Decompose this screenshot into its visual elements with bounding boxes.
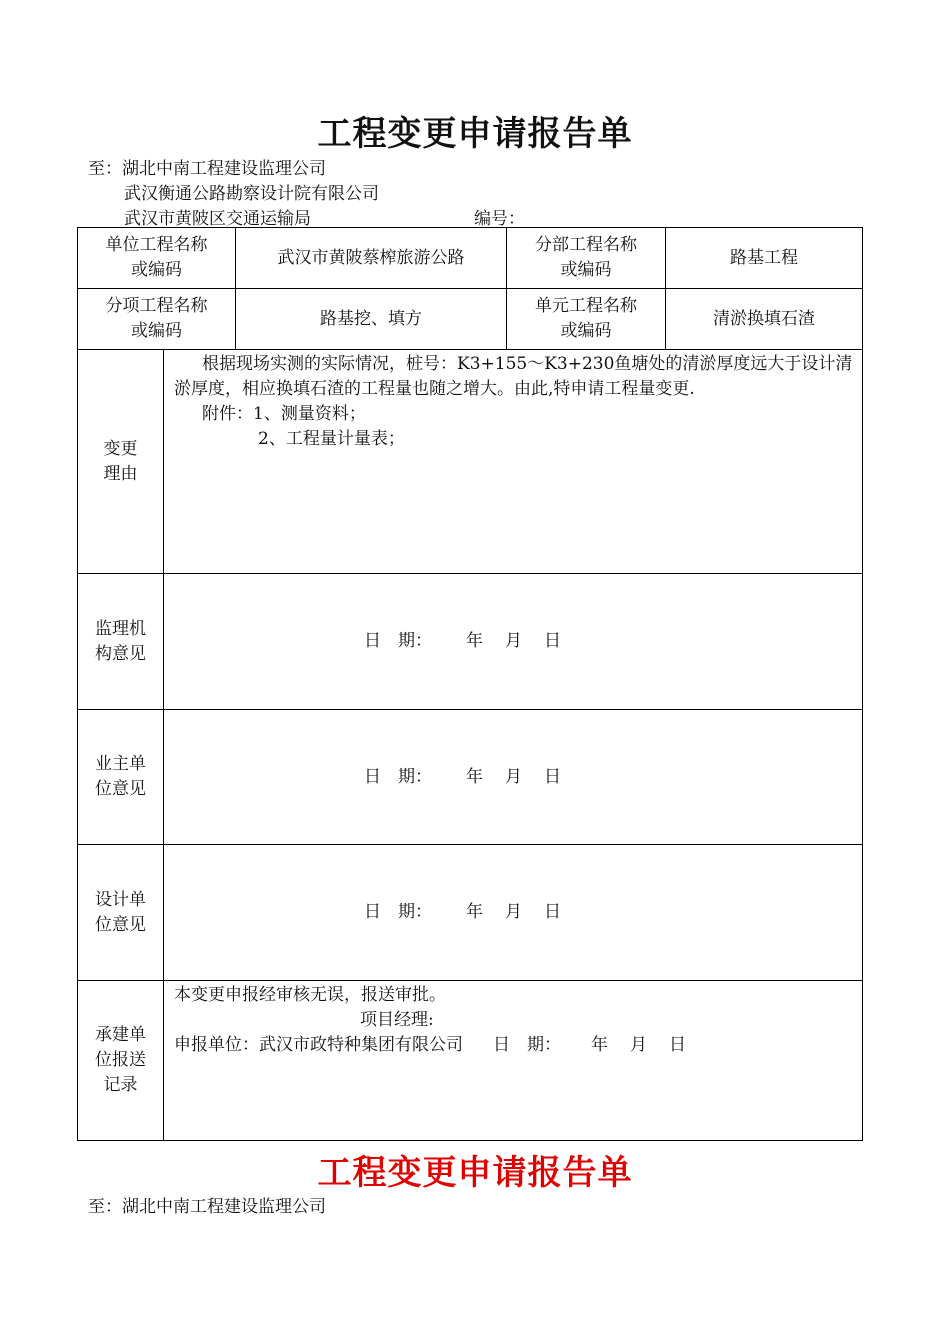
- unit-project-label: [78, 228, 236, 289]
- item-label: [78, 289, 236, 350]
- recipient-prefix: 至：: [88, 159, 122, 179]
- date-label: 日 期：: [364, 631, 432, 651]
- table-row: [78, 289, 863, 350]
- recipient-3: 武汉市黄陂区交通运输局: [124, 209, 311, 229]
- day-label: 日: [544, 902, 561, 922]
- unit-project-label-line1: 单位工程名称: [105, 235, 208, 255]
- owner-label-line2: 位意见: [95, 779, 146, 799]
- applicant-line: [174, 1033, 854, 1058]
- reason-text: 根据现场实测的实际情况，桩号：K3+155～K3+230鱼塘处的清淤厚度远大于设计清淤厚度，相应换填石渣的工程量也随之增大。由此,特申请工程量变更.: [174, 354, 853, 399]
- reason-label: [78, 350, 164, 574]
- contractor-label: [78, 981, 164, 1141]
- repeat-title: 工程变更申请报告单: [317, 1153, 633, 1193]
- day-label: 日: [544, 631, 561, 651]
- division-label-line1: 分部工程名称: [535, 235, 637, 255]
- day-label: 日: [544, 766, 561, 787]
- design-label-line1: 设计单: [95, 889, 146, 910]
- supervision-label: [78, 574, 164, 710]
- supervision-label-line2: 构意见: [95, 643, 146, 664]
- item-label-line2: 或编码: [131, 321, 182, 341]
- reason-content: [164, 350, 863, 574]
- year-label: 年: [466, 631, 483, 651]
- number-label: 编号：: [474, 209, 525, 229]
- attachment-1: 附件：1、测量资料；: [202, 404, 366, 424]
- repeat-recipient: 至：湖北中南工程建设监理公司: [88, 1197, 326, 1217]
- supervision-opinion: [164, 574, 863, 710]
- division-label: [507, 228, 666, 289]
- owner-opinion: [164, 710, 863, 845]
- contractor-record: [164, 981, 863, 1141]
- attachment-2: 2、工程量计量表；: [258, 429, 405, 449]
- table-row: [78, 350, 863, 574]
- recipient-2: 武汉衡通公路勘察设计院有限公司: [124, 184, 379, 204]
- month-label: 月: [505, 631, 522, 651]
- element-label-line2: 或编码: [560, 321, 612, 341]
- year-label: 年: [466, 766, 483, 787]
- table-row: [78, 845, 863, 981]
- month-label: 月: [505, 766, 522, 787]
- table-row: [78, 574, 863, 710]
- table-row: [78, 710, 863, 845]
- month-label: 月: [630, 1035, 647, 1055]
- project-manager-label: 项目经理:: [360, 1010, 434, 1030]
- design-opinion: [164, 845, 863, 981]
- table-row: [78, 981, 863, 1141]
- division-value: 路基工程: [666, 228, 863, 289]
- element-label-line1: 单元工程名称: [535, 296, 637, 316]
- contractor-label-line2: 位报送: [95, 1050, 146, 1070]
- design-label: [78, 845, 164, 981]
- date-label: 日 期：: [493, 1035, 561, 1055]
- item-value: 路基挖、填方: [236, 289, 507, 350]
- applicant-unit: 申报单位：武汉市政特种集团有限公司: [174, 1035, 463, 1055]
- unit-project-label-line2: 或编码: [131, 260, 182, 280]
- recipient-line-1: [88, 154, 326, 179]
- owner-label: [78, 710, 164, 845]
- date-label: 日 期：: [364, 902, 432, 922]
- date-label: 日 期：: [364, 766, 432, 787]
- element-label: [507, 289, 666, 350]
- contractor-label-line1: 承建单: [95, 1025, 146, 1045]
- recipient-1: 湖北中南工程建设监理公司: [122, 159, 326, 179]
- item-label-line1: 分项工程名称: [105, 296, 208, 316]
- page-title: 工程变更申请报告单: [317, 114, 633, 154]
- design-label-line2: 位意见: [95, 914, 146, 935]
- supervision-label-line1: 监理机: [95, 618, 146, 639]
- unit-project-value: 武汉市黄陂蔡榨旅游公路: [236, 228, 507, 289]
- reason-label-line2: 理由: [103, 463, 138, 484]
- table-row: [78, 228, 863, 289]
- element-value: 清淤换填石渣: [666, 289, 863, 350]
- reason-label-line1: 变更: [103, 438, 138, 459]
- change-request-table: [77, 227, 863, 1141]
- contractor-label-line3: 记录: [103, 1075, 138, 1095]
- year-label: 年: [466, 902, 483, 922]
- month-label: 月: [505, 902, 522, 922]
- day-label: 日: [669, 1035, 686, 1055]
- owner-label-line1: 业主单: [95, 754, 146, 774]
- contractor-statement: 本变更申报经审核无误，报送审批。: [174, 985, 446, 1005]
- year-label: 年: [591, 1035, 608, 1055]
- division-label-line2: 或编码: [560, 260, 612, 280]
